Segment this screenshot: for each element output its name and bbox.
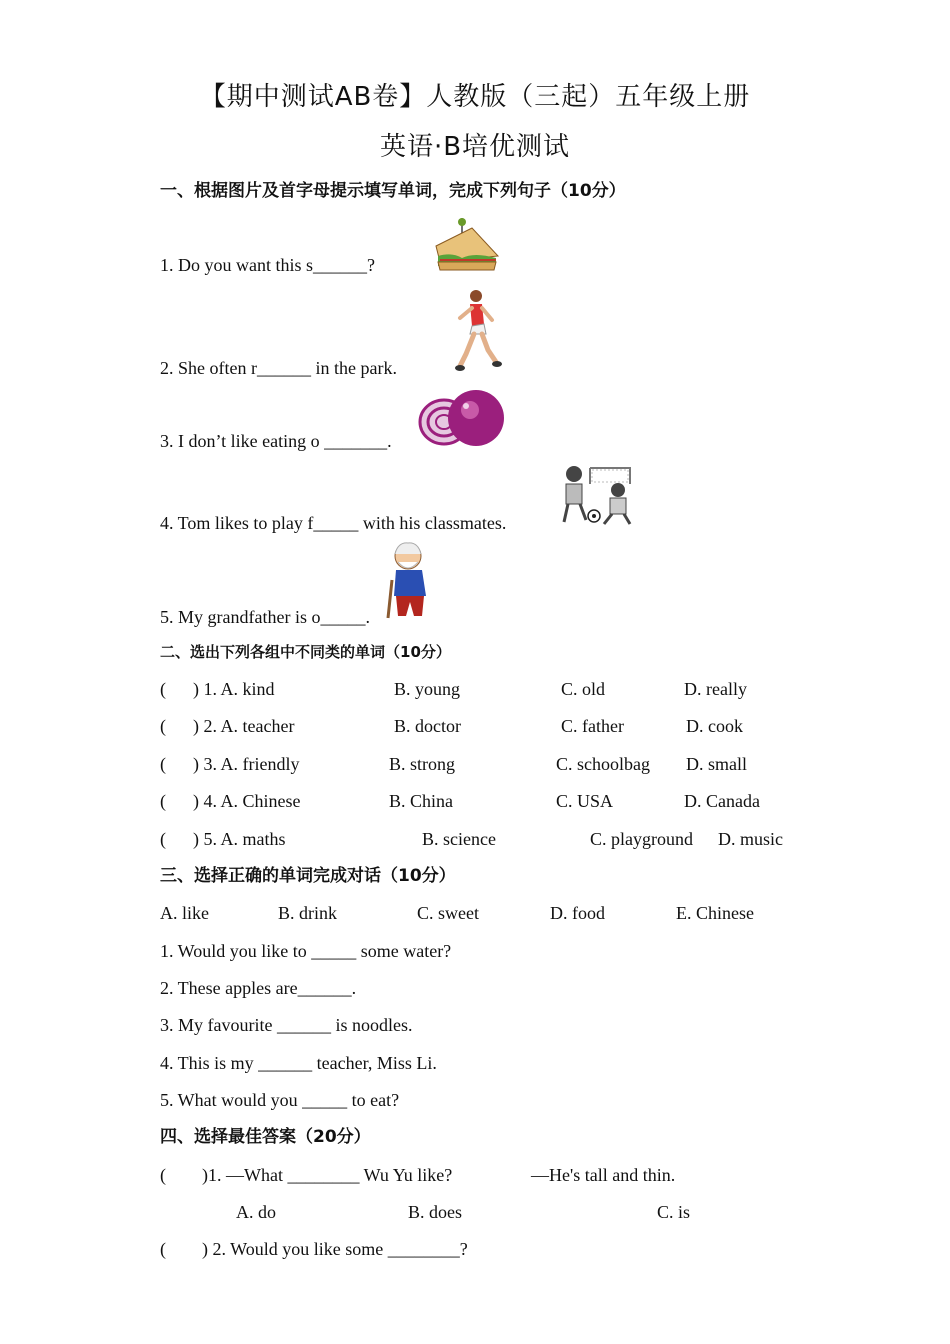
s2-row-4-c: C. USA [556, 791, 614, 811]
s2-row-2-prefix: ( ) 2. A. teacher [160, 716, 295, 736]
s2-row-2-b: B. doctor [394, 716, 461, 736]
section2-heading: 二、选出下列各组中不同类的单词（10分） [160, 643, 451, 661]
s3-item-4: 4. This is my ______ teacher, Miss Li. [160, 1053, 437, 1073]
s2-row-1-d: D. really [684, 679, 747, 699]
s1-item-5: 5. My grandfather is o_____. [160, 607, 370, 627]
page-title-line2: 英语·B培优测试 [379, 132, 571, 162]
football-players-icon [560, 460, 636, 526]
s2-row-1-b: B. young [394, 679, 461, 699]
s2-row-5-c: C. playground [590, 829, 693, 849]
s2-row-3-b: B. strong [389, 754, 456, 774]
s3-option-e: E. Chinese [676, 903, 754, 923]
s2-row-1-prefix: ( ) 1. A. kind [160, 679, 275, 699]
s3-item-3: 3. My favourite ______ is noodles. [160, 1015, 413, 1035]
section1-heading: 一、根据图片及首字母提示填写单词，完成下列句子（10分） [160, 181, 626, 201]
s3-option-c: C. sweet [417, 903, 479, 923]
s4-q1-option-a: A. do [236, 1202, 276, 1222]
s3-item-5: 5. What would you _____ to eat? [160, 1090, 400, 1110]
s2-row-4-prefix: ( ) 4. A. Chinese [160, 791, 301, 811]
s2-row-3-prefix: ( ) 3. A. friendly [160, 754, 300, 774]
section3-heading: 三、选择正确的单词完成对话（10分） [160, 866, 456, 886]
s1-item-1: 1. Do you want this s______? [160, 255, 375, 275]
s4-q1-reply: —He's tall and thin. [531, 1165, 676, 1185]
s2-row-2-c: C. father [561, 716, 624, 736]
onion-icon [414, 388, 508, 450]
s3-option-d: D. food [550, 903, 605, 923]
s2-row-1-c: C. old [561, 679, 606, 699]
old-man-icon [384, 540, 436, 620]
s3-option-b: B. drink [278, 903, 338, 923]
s1-item-3: 3. I don’t like eating o _______. [160, 431, 392, 451]
sandwich-icon [432, 216, 502, 274]
s2-row-5-prefix: ( ) 5. A. maths [160, 829, 286, 849]
s2-row-5-d: D. music [718, 829, 783, 849]
s3-item-1: 1. Would you like to _____ some water? [160, 941, 452, 961]
s2-row-3-c: C. schoolbag [556, 754, 650, 774]
s2-row-3-d: D. small [686, 754, 747, 774]
s4-q1-option-b: B. does [408, 1202, 462, 1222]
s3-item-2: 2. These apples are______. [160, 978, 357, 998]
s4-q1-stem: ( )1. —What ________ Wu Yu like? [160, 1165, 453, 1185]
s1-item-4: 4. Tom likes to play f_____ with his classmates. [160, 513, 507, 533]
s2-row-5-b: B. science [422, 829, 496, 849]
s2-row-4-d: D. Canada [684, 791, 760, 811]
s3-option-a: A. like [160, 903, 209, 923]
s1-item-2: 2. She often r______ in the park. [160, 358, 397, 378]
section4-heading: 四、选择最佳答案（20分） [160, 1127, 371, 1147]
s2-row-2-d: D. cook [686, 716, 743, 736]
s2-row-4-b: B. China [389, 791, 454, 811]
s4-q1-option-c: C. is [657, 1202, 691, 1222]
runner-icon [452, 288, 502, 374]
s4-q2-stem: ( ) 2. Would you like some ________? [160, 1239, 468, 1259]
page-title-line1: 【期中测试AB卷】人教版（三起）五年级上册 [199, 82, 751, 112]
